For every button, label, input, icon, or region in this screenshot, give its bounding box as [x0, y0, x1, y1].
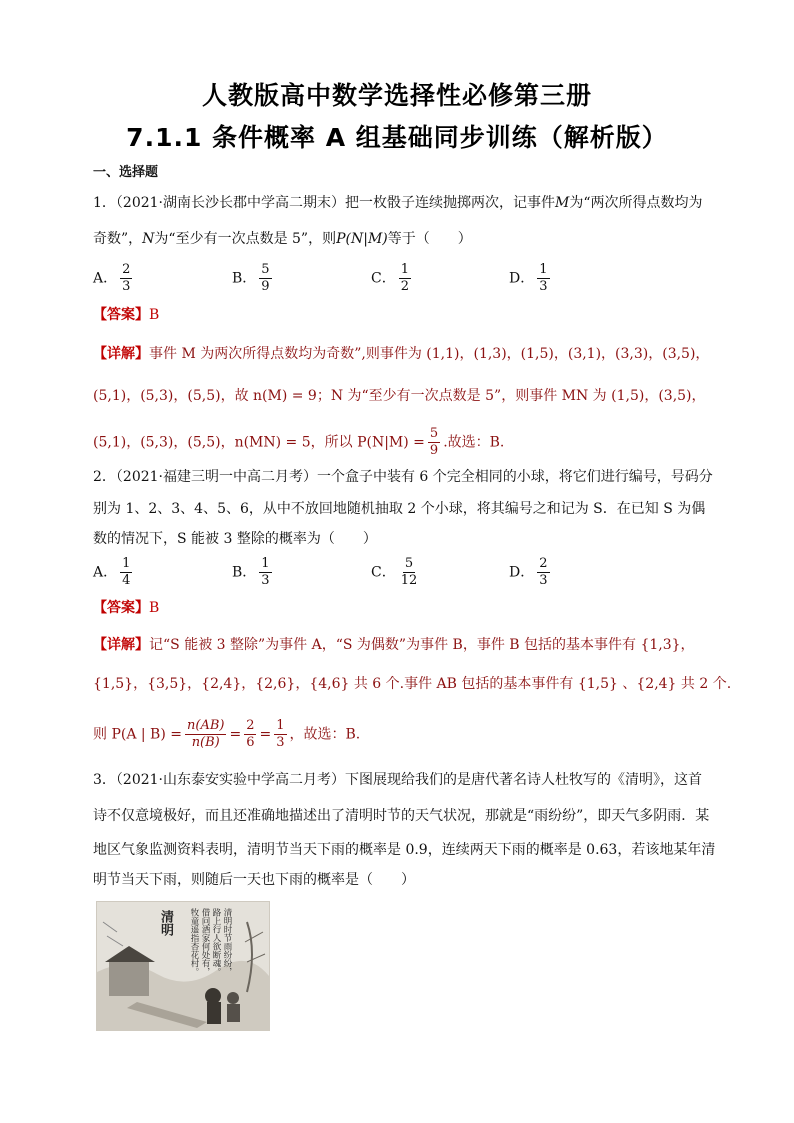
- q1-expression: P(N|M): [336, 231, 388, 247]
- detail-text: .故选：B.: [443, 434, 505, 451]
- fraction-num: 5: [261, 262, 270, 277]
- option-fraction: [399, 556, 420, 589]
- document-title: 人教版高中数学选择性必修第三册: [201, 81, 592, 110]
- q1-option-a[interactable]: [93, 262, 135, 295]
- q2-option-d[interactable]: [509, 556, 553, 589]
- option-fraction: [537, 262, 549, 295]
- poem-column: 清明时节雨纷纷，: [222, 908, 232, 976]
- equals-sign: =: [229, 726, 242, 743]
- fraction-num: 1: [276, 718, 285, 733]
- q1-line-2: [93, 229, 472, 249]
- answer-value: B: [149, 600, 160, 616]
- fraction-den: 6: [246, 735, 255, 750]
- q1-option-c[interactable]: [371, 262, 414, 295]
- fraction-den: 12: [400, 573, 418, 588]
- fraction-den: 3: [539, 573, 548, 588]
- q1-text-d: 为“至少有一次点数是 5”，则: [154, 231, 337, 247]
- fraction-num: 5: [429, 426, 439, 441]
- q2-detail-line-3: [93, 718, 360, 751]
- poem-column: 牧童遥指杏花村。: [189, 908, 199, 976]
- poem-column: 路上行人欲断魂。: [211, 908, 221, 976]
- fraction-den: 2: [400, 279, 409, 294]
- illustration-drawing: [97, 902, 269, 1030]
- detail-fraction: [274, 718, 286, 751]
- fraction-den: 3: [276, 735, 285, 750]
- fraction-num: 2: [539, 556, 548, 571]
- option-fraction: [399, 262, 411, 295]
- q2-option-b[interactable]: [232, 556, 275, 589]
- option-fraction: [537, 556, 549, 589]
- q3-line-2: 诗不仅意境极好，而且还准确地描述出了清明时节的天气状况，那就是“雨纷纷”，即天气多阴雨．某: [93, 808, 710, 824]
- q2-option-a[interactable]: [93, 556, 135, 589]
- option-label: A．: [93, 564, 118, 581]
- fraction-den: 3: [122, 279, 131, 294]
- option-label: D．: [509, 270, 535, 287]
- option-fraction: [120, 262, 132, 295]
- detail-text: ，故选：B.: [289, 726, 361, 743]
- q2-line-2: 别为 1、2、3、4、5、6，从中不放回地随机抽取 2 个小球，将其编号之和记为 S．在已知 S 为偶: [93, 501, 706, 517]
- fraction-den: 3: [539, 279, 548, 294]
- document-subtitle: 7.1.1 条件概率 A 组基础同步训练（解析版）: [126, 123, 668, 152]
- q2-detail-line-2: {1,5}，{3,5}，{2,4}，{2,6}，{4,6} 共 6 个.事件 AB 包括的基本事件有 {1,5} 、{2,4} 共 2 个.: [93, 676, 732, 692]
- option-label: C．: [371, 564, 396, 581]
- q2-line-3: 数的情况下，S 能被 3 整除的概率为（ ）: [93, 531, 377, 547]
- option-label: C．: [371, 270, 396, 287]
- fraction-num: 1: [122, 556, 131, 571]
- fraction-den: 3: [261, 573, 270, 588]
- poem-text: [189, 908, 232, 988]
- q1-option-d[interactable]: [509, 262, 553, 295]
- fraction-num: 1: [261, 556, 270, 571]
- fraction-den: 9: [261, 279, 270, 294]
- detail-text: 事件 M 为两次所得点数均为奇数”,则事件为 (1,1)，(1,3)，(1,5)，(3,1)，(3,3)，(3,5)，: [149, 346, 710, 362]
- option-label: D．: [509, 564, 535, 581]
- fraction-num: 5: [404, 556, 414, 571]
- q1-detail-line-3: [93, 426, 504, 459]
- option-fraction: [259, 262, 271, 295]
- detail-tag: 【详解】: [93, 637, 149, 653]
- detail-fraction: [244, 718, 256, 751]
- detail-fraction: [428, 426, 440, 459]
- detail-text: 则 P(A | B) =: [93, 726, 182, 743]
- q1-answer: [93, 305, 159, 325]
- fraction-den: 9: [429, 443, 439, 458]
- answer-tag: 【答案】: [93, 307, 149, 323]
- equals-sign: =: [259, 726, 272, 743]
- fraction-den: n(B): [191, 735, 220, 750]
- detail-text: (5,1)，(5,3)，(5,5)，故 n(M) = 9；N 为“至少有一次点数是 5”，则事件 MN 为 (1,5)，(3,5)，: [93, 388, 706, 404]
- q2-detail-line-1: [93, 635, 695, 655]
- answer-value: B: [149, 307, 160, 323]
- q3-line-1: 3．（2021·山东泰安实验中学高二月考）下图展现给我们的是唐代著名诗人杜牧写的《清明》，这首: [93, 772, 702, 788]
- section-heading: 一、选择题: [93, 165, 159, 180]
- poem-column: 借问酒家何处有，: [200, 908, 210, 976]
- fraction-den: 4: [122, 573, 131, 588]
- fraction-num: 1: [400, 262, 409, 277]
- detail-text: 记“S 能被 3 整除”为事件 A，“S 为偶数”为事件 B，事件 B 包括的基本事件有 {1,3}，: [149, 637, 695, 653]
- option-fraction: [259, 556, 271, 589]
- q2-option-c[interactable]: [371, 556, 422, 589]
- option-label: B．: [232, 564, 257, 581]
- fraction-num: 2: [122, 262, 131, 277]
- fraction-num: n(AB): [187, 718, 225, 733]
- answer-tag: 【答案】: [93, 600, 149, 616]
- q1-option-b[interactable]: [232, 262, 275, 295]
- q1-text: 1．（2021·湖南长沙长郡中学高二期末）把一枚骰子连续抛掷两次，记事件: [93, 195, 555, 211]
- qingming-illustration: [96, 901, 270, 1031]
- q2-answer: [93, 598, 159, 618]
- q1-var-m: M: [555, 195, 570, 211]
- poem-title: 清明: [158, 910, 173, 936]
- q1-text-e: 等于（ ）: [387, 231, 472, 247]
- q1-line-1: [93, 193, 703, 213]
- q1-text-c: 奇数”，: [93, 231, 143, 247]
- detail-fraction: [185, 718, 226, 751]
- detail-text: (5,1)，(5,3)，(5,5)，n(MN) = 5，所以 P(N|M) =: [93, 434, 425, 451]
- option-fraction: [120, 556, 132, 589]
- q3-line-4: 明节当天下雨，则随后一天也下雨的概率是（ ）: [93, 872, 415, 888]
- q1-var-n: N: [142, 231, 155, 247]
- fraction-num: 1: [539, 262, 548, 277]
- option-label: A．: [93, 270, 118, 287]
- q1-detail-line-2: [93, 386, 706, 406]
- q3-line-3: 地区气象监测资料表明，清明节当天下雨的概率是 0.9，连续两天下雨的概率是 0.63，若该地某年清: [93, 842, 716, 858]
- fraction-num: 2: [246, 718, 255, 733]
- q2-line-1: 2．（2021·福建三明一中高二月考）一个盒子中装有 6 个完全相同的小球，将它们进行编号，号码分: [93, 469, 713, 485]
- q1-text-b: 为“两次所得点数均为: [569, 195, 703, 211]
- detail-tag: 【详解】: [93, 346, 149, 362]
- option-label: B．: [232, 270, 257, 287]
- q1-detail-line-1: [93, 344, 709, 364]
